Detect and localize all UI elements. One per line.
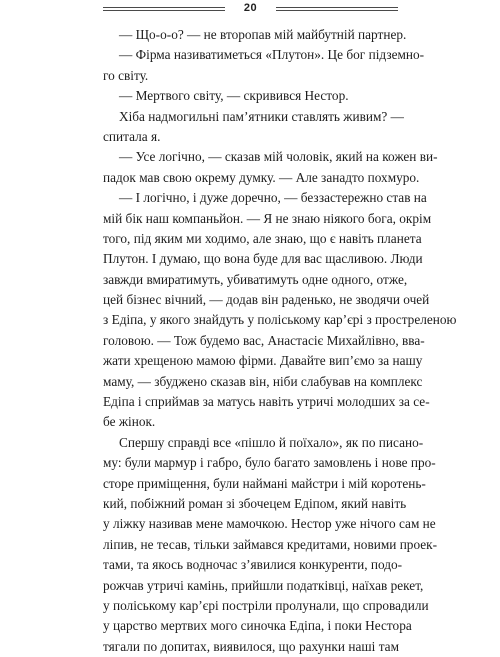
text-line: тягали по допитах, виявилося, що рахунки наші там [103,638,399,654]
page-header [103,3,398,19]
text-line: Спершу справді все «пішло й поїхало», як по писано- [119,434,424,450]
text-line: — Усе логічно, — сказав мій чоловік, який на кожен ви- [119,149,438,165]
text-line: у ліжку називав мене мамочкою. Нестор уже нічого сам не [103,516,436,532]
text-line: у поліському кар’єрі постріли пролунали, що спровадили [103,597,429,613]
text-line: у царство мертвих мого синочка Едіпа, і поки Нестора [103,618,412,634]
text-line: головою. — Тож будемо вас, Анастасіє Михайлівно, вва- [103,332,425,348]
text-line: бе жінок. [103,414,156,430]
text-line: Плутон. І думаю, що вона буде для вас щасливою. Люди [103,251,423,267]
text-line: тами, та якось водночас з’явилися конкуренти, подо- [103,557,403,573]
text-line: кий, побіжний роман зі збочецем Едіпом, який навіть [103,495,407,511]
text-line: — І логічно, і дуже доречно, — беззастережно став на [119,190,427,206]
text-line: мій бік наш компаньйон. — Я не знаю ніякого бога, окрім [103,210,432,226]
text-line: го світу. [103,67,149,83]
text-line: завжди вмиратимуть, убиватимуть одне одного, отже, [103,271,408,287]
text-line: — Фірма називатиметься «Плутон». Це бог підземно- [119,47,425,63]
page-number: 20 [243,2,258,14]
text-line: — Що-о-о? — не второпав мій майбутній партнер. [119,27,407,42]
text-line: рожчав утричі камінь, прийшли податківці, наїхав рекет, [103,577,424,593]
text-line: сторе приміщення, були наймані майстри і мій коротень- [103,475,426,491]
text-line: Едіпа і сприймав за матусь навіть утричі молодших за се- [103,394,430,410]
text-line: маму, — збуджено сказав він, ніби слабував на комплекс [103,373,423,389]
body-text [103,25,457,657]
text-line: ліпив, не тесав, тільки займався кредитами, новими проек- [103,536,438,552]
text-line: того, під яким ми ходимо, але знаю, що є навіть планета [103,230,422,246]
text-line: жати хрещеною мамою фірми. Давайте вип’ємо за нашу [103,353,423,369]
header-rule-right [276,7,398,11]
text-line: цей бізнес вічний, — додав він раденько, не зводячи очей [103,292,430,308]
text-line: Хіба надмогильні пам’ятники ставлять живим? — [119,108,404,124]
text-line: му: були мармур і габро, було багато замовлень і нове про- [103,455,436,471]
text-line: з Едіпа, у якого знайдуть у поліському кар’єрі з простреленою [103,312,457,328]
text-line: — Мертвого світу, — скривився Нестор. [119,88,349,104]
text-line: спитала я. [103,128,161,144]
text-line: падок мав свою окрему думку. — Але занадто похмуро. [103,169,420,185]
